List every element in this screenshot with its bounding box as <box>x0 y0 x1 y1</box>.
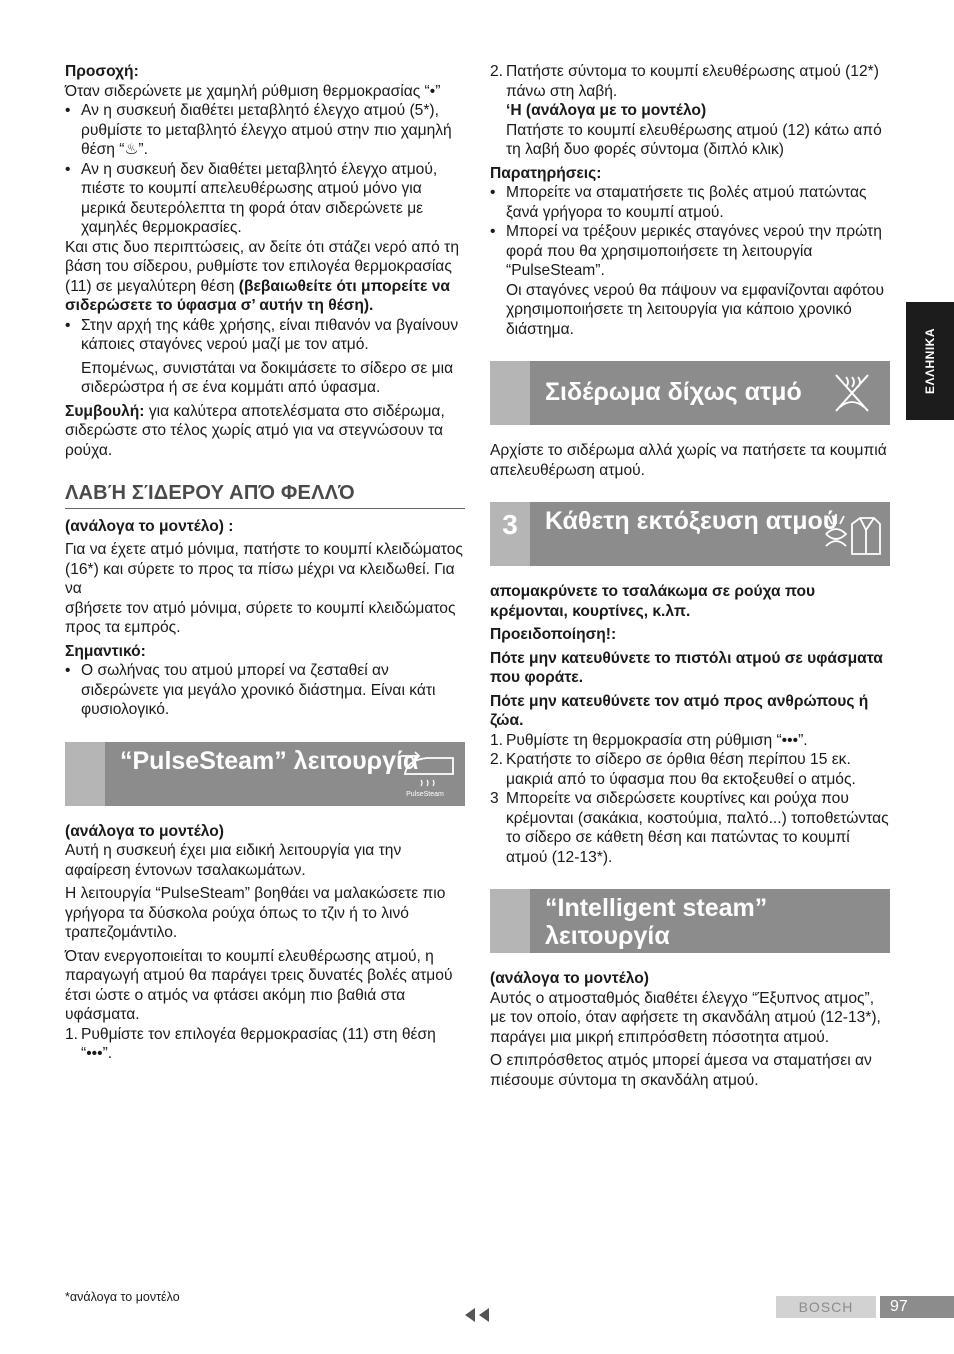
vertical-steam-garment-icon <box>822 510 882 558</box>
notes-bullet: • Μπορεί να τρέξουν μερικές σταγόνες νερού την πρώτη φορά που θα χρησιμοποιήσετε τη λειτουργία “PulseSteam”. <box>490 222 890 281</box>
notes-bullet: • Μπορείτε να σταματήσετε τις βολές ατμού πατώντας ξανά γρήγορα το κουμπί ατμού. <box>490 183 890 222</box>
no-steam-icon <box>822 369 882 417</box>
intel-text: Αυτός ο ατμοσταθμός διαθέτει έλεγχο “Έξυπνος ατμος”, με τον οποίο, όταν αφήσετε τη σκανδάλη ατμού (12-13*), παράγει μια μικρή επιπρόσθετη πόσοτητα ατμού. <box>490 989 881 1046</box>
vertical-steam-banner <box>490 502 890 566</box>
language-side-tab <box>906 302 954 420</box>
banner-tab <box>65 742 105 806</box>
banner-tab <box>490 889 530 953</box>
vertical-step <box>490 731 890 751</box>
caution-text: Όταν σιδερώνετε με χαμηλή ρύθμιση θερμοκρασίας “•” <box>65 82 441 100</box>
tip-paragraph <box>65 402 465 461</box>
pulse-text: Όταν ενεργοποιείται το κουμπί ελευθέρωσης ατμού, η παραγωγή ατμού θα παράγει τρεις δυνατές βολές ατμού έτσι ώστε ο ατμός να φτάσει ακόμη πιο βαθιά στα υφάσματα. <box>65 947 453 1023</box>
paragraph <box>65 238 465 316</box>
step-number: 2. <box>490 63 504 80</box>
warning-text: Πότε μην κατευθύνετε το πιστόλι ατμού σε υφάσματα που φοράτε. <box>490 649 883 686</box>
banner-title: “Intelligent steam” λειτουργία <box>545 894 768 950</box>
cork-heading: ΛΑΒΉ ΣΊΔΕΡΟΥ ΑΠΌ ΦΕΛΛΌ <box>65 484 465 509</box>
or-model-note: ‘Η (ανάλογα με το μοντέλο) <box>506 102 707 119</box>
caution-bullet: • Αν η συσκευή διαθέτει μεταβλητό έλεγχο ατμού (5*), ρυθμίστε το μεταβλητό έλεγχο ατμού στην πιο χαμηλή θέση “♨”. <box>65 101 465 160</box>
section-number: 3 <box>502 509 518 540</box>
step-number: 3 <box>490 790 499 807</box>
start-bullet: • Στην αρχή της κάθε χρήσης, είναι πιθανόν να βγαίνουν κάποιες σταγόνες νερού μαζί με τον ατμό. <box>65 316 465 355</box>
banner-tab <box>490 502 530 566</box>
or-text: Πατήστε το κουμπί ελευθέρωσης ατμού (12) κάτω από τη λαβή δυο φορές σύντομα (διπλό κλικ) <box>506 121 882 158</box>
notes-label: Παρατηρήσεις: <box>490 164 602 182</box>
vertical-step <box>490 789 890 867</box>
vertical-step <box>490 750 890 789</box>
footnote: *ανάλογα το μοντέλο <box>65 1290 180 1304</box>
cork-text: σβήσετε τον ατμό μόνιμα, σύρετε το κουμπί κλειδώματος προς τα εμπρός. <box>65 599 456 636</box>
step-number: 1. <box>65 1025 79 1043</box>
pulse-text: Αυτή η συσκευή έχει μια ειδική λειτουργία για την αφαίρεση έντονων τσαλακωμάτων. <box>65 842 402 879</box>
right-column <box>490 62 890 1090</box>
vertical-bold-text: απομακρύνετε το τσαλάκωμα σε ρούχα που κρέμονται, κουρτίνες, κ.λπ. <box>490 583 816 620</box>
caution-bullet: • Αν η συσκευή δεν διαθέτει μεταβλητό έλεγχο ατμού, πιέστε το κουμπί απελευθέρωσης ατμού μόνο για μερικά δευτερόλεπτα τη φορά όταν σιδερώνετε με χαμηλές θερμοκρασίες. <box>65 160 465 238</box>
intel-text: Ο επιπρόσθετος ατμός μπορεί άμεσα να σταματήσει αν πιέσουμε σύντομα τη σκανδάλη ατμού. <box>490 1052 872 1089</box>
step-text: Κρατήστε το σίδερο σε όρθια θέση περίπου 15 εκ. μακριά από το ύφασμα που θα εκτοξευθεί ο ατμός. <box>506 751 856 788</box>
previous-page-arrows-icon[interactable] <box>463 1306 493 1324</box>
pulse-step <box>65 1025 465 1064</box>
notes-followup: Οι σταγόνες νερού θα πάψουν να εμφανίζονται αφότου χρησιμοποιήσετε τη λειτουργία για κάποιο χρονικό διάστημα. <box>506 281 884 338</box>
pulse-step <box>490 62 890 101</box>
intel-model-note: (ανάλογα το μοντέλο) <box>490 970 649 987</box>
page-number: 97 <box>880 1296 954 1318</box>
cork-text: Για να έχετε ατμό μόνιμα, πατήστε το κουμπί κλειδώματος (16*) και σύρετε το προς τα πίσω μέχρι να κλειδωθεί. Για να <box>65 541 463 597</box>
both-cases-text: Και στις δυο περιπτώσεις, αν δείτε ότι στάζει νερό από τη βάση του σίδερου, ρυθμίστε τον επιλογέα θερμοκρασίας (11) σε μεγαλύτερη θέση <box>65 238 460 295</box>
banner-title: Σιδέρωμα δίχως ατμό <box>545 378 802 406</box>
important-bullet: • Ο σωλήνας του ατμού μπορεί να ζεσταθεί αν σιδερώνετε για μεγάλο χρονικό διάστημα. Είναι κάτι φυσιολογικό. <box>65 661 465 720</box>
banner-title: “PulseSteam” λειτουργία <box>120 746 419 775</box>
banner-tab <box>490 361 530 425</box>
cork-model-note: (ανάλογα το μοντέλο) : <box>65 517 234 535</box>
pulse-model-note: (ανάλογα το μοντέλο) <box>65 822 224 840</box>
left-column <box>65 62 465 1064</box>
step-text: Ρυθμίστε τον επιλογέα θερμοκρασίας (11) στη θέση “•••”. <box>81 1025 436 1062</box>
step-number: 1. <box>490 731 504 749</box>
both-cases-bold: (βεβαιωθείτε ότι μπορείτε να σιδερώσετε το ύφασμα σ’ αυτήν τη θέση). <box>65 277 450 314</box>
warning-label: Προειδοποίηση!: <box>490 626 617 643</box>
step-text: Ρυθμίστε τη θερμοκρασία στη ρύθμιση “•••”. <box>506 731 808 749</box>
pulsesteam-iron-icon <box>397 750 457 798</box>
step-number: 2. <box>490 751 504 768</box>
caution-label: Προσοχή: <box>65 63 139 80</box>
start-followup: Επομένως, συνιστάται να δοκιμάσετε το σίδερο σε μια σιδερώστρα ή σε ένα κομμάτι από ύφασμα. <box>81 359 454 396</box>
dry-ironing-banner <box>490 361 890 425</box>
dry-text: Αρχίστε το σιδέρωμα αλλά χωρίς να πατήσετε τα κουμπιά απελευθέρωση ατμού. <box>490 442 887 479</box>
tip-text: για καλύτερα αποτελέσματα στο σιδέρωμα, σιδερώστε στο τέλος χωρίς ατμό για να στεγνώσουν τα ρούχα. <box>65 402 445 459</box>
banner-title: Κάθετη εκτόξευση ατμού <box>545 507 838 535</box>
tip-label: Συμβουλή: <box>65 402 145 420</box>
pulse-text: Η λειτουργία “PulseSteam” βοηθάει να μαλακώσετε πιο γρήγορα τα δύσκολα ρούχα όπως το τζιν ή το λινό τραπεζομάντιλο. <box>65 885 446 941</box>
brand-label: BOSCH <box>776 1296 876 1318</box>
language-label: ΕΛΛΗΝΙΚΑ <box>923 327 937 395</box>
step-text: Πατήστε σύντομα το κουμπί ελευθέρωσης ατμού (12*) πάνω στη λαβή. <box>506 63 879 100</box>
step-text: Μπορείτε να σιδερώσετε κουρτίνες και ρούχα που κρέμονται (σακάκια, κοστούμια, παλτό...) τοποθετώντας το σίδερο σε κάθετη θέση και πατώντας το κουμπί ατμού (12-13*). <box>506 790 889 866</box>
intelligent-steam-banner <box>490 889 890 953</box>
important-label: Σημαντικό: <box>65 642 146 660</box>
warning-text: Πότε μην κατευθύνετε τον ατμό προς ανθρώπους ή ζώα. <box>490 692 869 729</box>
pulsesteam-icon-label: PulseSteam <box>406 790 444 798</box>
pulsesteam-banner <box>65 742 465 806</box>
